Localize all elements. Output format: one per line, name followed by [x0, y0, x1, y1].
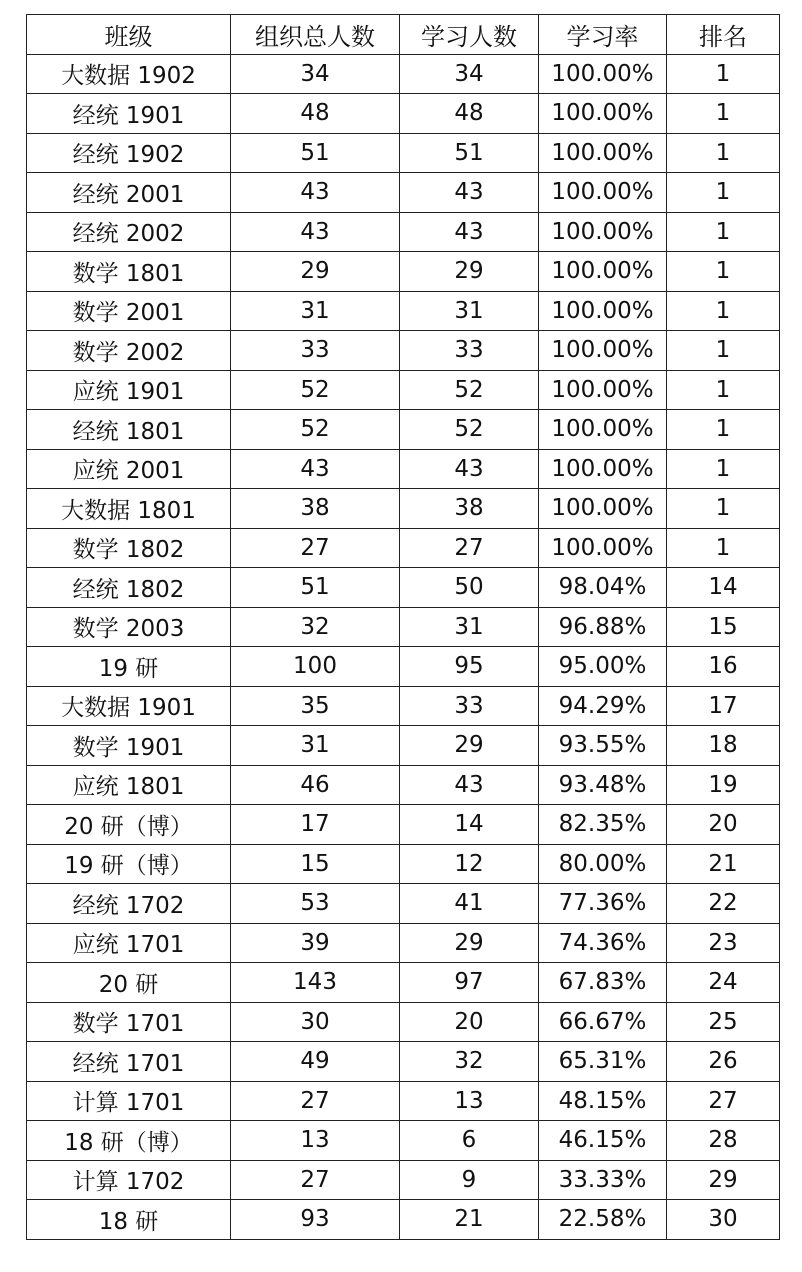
cell-total-members: 46	[231, 765, 400, 805]
cell-study-count: 13	[400, 1081, 539, 1121]
cell-study-count: 21	[400, 1200, 539, 1240]
table-row	[27, 173, 780, 213]
cell-study-count: 33	[400, 686, 539, 726]
cell-total-members: 143	[231, 963, 400, 1003]
cell-class: 计算 1702	[27, 1160, 231, 1200]
cell-study-count: 43	[400, 212, 539, 252]
cell-study-rate: 100.00%	[539, 528, 667, 568]
cell-study-count: 27	[400, 528, 539, 568]
cell-study-rate: 100.00%	[539, 291, 667, 331]
cell-rank: 29	[667, 1160, 780, 1200]
header-row	[27, 15, 780, 55]
cell-study-rate: 100.00%	[539, 489, 667, 529]
cell-class: 20 研（博）	[27, 805, 231, 845]
table-row	[27, 212, 780, 252]
cell-class: 应统 1901	[27, 370, 231, 410]
cell-study-count: 34	[400, 54, 539, 94]
table-row	[27, 686, 780, 726]
cell-class: 经统 1901	[27, 94, 231, 134]
table-row	[27, 1200, 780, 1240]
cell-study-rate: 95.00%	[539, 647, 667, 687]
cell-study-rate: 100.00%	[539, 410, 667, 450]
cell-rank: 1	[667, 528, 780, 568]
table-row	[27, 765, 780, 805]
table-row	[27, 1160, 780, 1200]
cell-rank: 18	[667, 726, 780, 766]
header-total-members: 组织总人数	[231, 15, 400, 55]
cell-rank: 26	[667, 1042, 780, 1082]
cell-class: 应统 1801	[27, 765, 231, 805]
table-row	[27, 884, 780, 924]
cell-rank: 1	[667, 54, 780, 94]
cell-rank: 1	[667, 370, 780, 410]
table-row	[27, 331, 780, 371]
cell-class: 应统 2001	[27, 449, 231, 489]
table-row	[27, 94, 780, 134]
cell-rank: 16	[667, 647, 780, 687]
cell-rank: 1	[667, 410, 780, 450]
cell-class: 大数据 1902	[27, 54, 231, 94]
table-row	[27, 133, 780, 173]
cell-study-count: 48	[400, 94, 539, 134]
cell-rank: 1	[667, 449, 780, 489]
cell-total-members: 38	[231, 489, 400, 529]
cell-study-rate: 100.00%	[539, 212, 667, 252]
cell-rank: 30	[667, 1200, 780, 1240]
cell-total-members: 13	[231, 1121, 400, 1161]
cell-total-members: 33	[231, 331, 400, 371]
cell-total-members: 27	[231, 1160, 400, 1200]
cell-rank: 17	[667, 686, 780, 726]
cell-study-rate: 100.00%	[539, 252, 667, 292]
cell-rank: 1	[667, 133, 780, 173]
cell-study-count: 31	[400, 607, 539, 647]
cell-total-members: 49	[231, 1042, 400, 1082]
cell-study-rate: 93.48%	[539, 765, 667, 805]
cell-study-count: 50	[400, 568, 539, 608]
cell-class: 计算 1701	[27, 1081, 231, 1121]
cell-class: 19 研	[27, 647, 231, 687]
cell-rank: 24	[667, 963, 780, 1003]
cell-study-count: 31	[400, 291, 539, 331]
cell-rank: 1	[667, 212, 780, 252]
table-body	[27, 54, 780, 1239]
cell-rank: 25	[667, 1002, 780, 1042]
cell-total-members: 34	[231, 54, 400, 94]
cell-class: 19 研（博）	[27, 844, 231, 884]
cell-rank: 1	[667, 331, 780, 371]
cell-study-rate: 100.00%	[539, 449, 667, 489]
cell-study-rate: 77.36%	[539, 884, 667, 924]
cell-class: 大数据 1901	[27, 686, 231, 726]
cell-class: 经统 1801	[27, 410, 231, 450]
table-row	[27, 923, 780, 963]
cell-rank: 19	[667, 765, 780, 805]
table-row	[27, 291, 780, 331]
cell-class: 经统 2001	[27, 173, 231, 213]
cell-class: 经统 1902	[27, 133, 231, 173]
cell-total-members: 52	[231, 370, 400, 410]
cell-total-members: 93	[231, 1200, 400, 1240]
table-row	[27, 963, 780, 1003]
cell-study-rate: 100.00%	[539, 370, 667, 410]
cell-study-rate: 74.36%	[539, 923, 667, 963]
table-row	[27, 726, 780, 766]
cell-rank: 1	[667, 94, 780, 134]
cell-total-members: 32	[231, 607, 400, 647]
cell-study-count: 52	[400, 370, 539, 410]
cell-total-members: 31	[231, 291, 400, 331]
table-row	[27, 844, 780, 884]
cell-rank: 20	[667, 805, 780, 845]
cell-class: 经统 2002	[27, 212, 231, 252]
cell-rank: 1	[667, 252, 780, 292]
cell-class: 经统 1701	[27, 1042, 231, 1082]
cell-study-rate: 96.88%	[539, 607, 667, 647]
cell-total-members: 30	[231, 1002, 400, 1042]
cell-study-rate: 100.00%	[539, 331, 667, 371]
table-header	[27, 15, 780, 55]
cell-study-rate: 33.33%	[539, 1160, 667, 1200]
cell-study-rate: 48.15%	[539, 1081, 667, 1121]
header-study-rate: 学习率	[539, 15, 667, 55]
cell-class: 数学 1901	[27, 726, 231, 766]
cell-class: 18 研	[27, 1200, 231, 1240]
cell-study-count: 20	[400, 1002, 539, 1042]
cell-study-count: 14	[400, 805, 539, 845]
cell-study-count: 32	[400, 1042, 539, 1082]
table-row	[27, 607, 780, 647]
cell-study-count: 43	[400, 765, 539, 805]
cell-class: 经统 1702	[27, 884, 231, 924]
cell-study-count: 51	[400, 133, 539, 173]
cell-study-rate: 80.00%	[539, 844, 667, 884]
cell-study-rate: 100.00%	[539, 54, 667, 94]
header-class: 班级	[27, 15, 231, 55]
table-row	[27, 489, 780, 529]
cell-study-count: 12	[400, 844, 539, 884]
cell-total-members: 17	[231, 805, 400, 845]
cell-class: 数学 1802	[27, 528, 231, 568]
cell-rank: 27	[667, 1081, 780, 1121]
table-row	[27, 54, 780, 94]
cell-class: 大数据 1801	[27, 489, 231, 529]
cell-study-count: 43	[400, 173, 539, 213]
table-row	[27, 1121, 780, 1161]
cell-study-rate: 100.00%	[539, 173, 667, 213]
cell-study-count: 43	[400, 449, 539, 489]
cell-total-members: 15	[231, 844, 400, 884]
cell-study-rate: 82.35%	[539, 805, 667, 845]
header-study-count: 学习人数	[400, 15, 539, 55]
table-row	[27, 252, 780, 292]
cell-rank: 15	[667, 607, 780, 647]
cell-study-rate: 98.04%	[539, 568, 667, 608]
cell-class: 数学 2003	[27, 607, 231, 647]
cell-rank: 14	[667, 568, 780, 608]
cell-study-count: 29	[400, 726, 539, 766]
cell-class: 18 研（博）	[27, 1121, 231, 1161]
cell-total-members: 31	[231, 726, 400, 766]
cell-study-count: 41	[400, 884, 539, 924]
table-row	[27, 1002, 780, 1042]
cell-study-rate: 22.58%	[539, 1200, 667, 1240]
header-rank: 排名	[667, 15, 780, 55]
cell-total-members: 29	[231, 252, 400, 292]
cell-study-rate: 46.15%	[539, 1121, 667, 1161]
cell-total-members: 51	[231, 133, 400, 173]
cell-study-count: 6	[400, 1121, 539, 1161]
cell-study-count: 33	[400, 331, 539, 371]
cell-study-count: 97	[400, 963, 539, 1003]
cell-study-rate: 67.83%	[539, 963, 667, 1003]
cell-total-members: 43	[231, 449, 400, 489]
cell-study-rate: 66.67%	[539, 1002, 667, 1042]
table-row	[27, 1081, 780, 1121]
cell-study-rate: 94.29%	[539, 686, 667, 726]
cell-rank: 1	[667, 489, 780, 529]
cell-rank: 22	[667, 884, 780, 924]
cell-total-members: 52	[231, 410, 400, 450]
cell-total-members: 27	[231, 528, 400, 568]
cell-class: 应统 1701	[27, 923, 231, 963]
cell-study-rate: 93.55%	[539, 726, 667, 766]
cell-total-members: 43	[231, 212, 400, 252]
cell-rank: 23	[667, 923, 780, 963]
cell-study-count: 38	[400, 489, 539, 529]
cell-total-members: 51	[231, 568, 400, 608]
cell-total-members: 53	[231, 884, 400, 924]
table-row	[27, 568, 780, 608]
cell-study-rate: 100.00%	[539, 94, 667, 134]
cell-rank: 1	[667, 291, 780, 331]
table-container	[26, 14, 779, 1240]
cell-total-members: 27	[231, 1081, 400, 1121]
cell-total-members: 48	[231, 94, 400, 134]
cell-study-count: 29	[400, 923, 539, 963]
cell-study-count: 95	[400, 647, 539, 687]
cell-total-members: 100	[231, 647, 400, 687]
table-row	[27, 449, 780, 489]
cell-study-count: 9	[400, 1160, 539, 1200]
cell-total-members: 39	[231, 923, 400, 963]
cell-study-rate: 100.00%	[539, 133, 667, 173]
cell-rank: 1	[667, 173, 780, 213]
table-row	[27, 528, 780, 568]
cell-class: 数学 2001	[27, 291, 231, 331]
cell-class: 数学 1701	[27, 1002, 231, 1042]
cell-class: 数学 1801	[27, 252, 231, 292]
cell-study-count: 52	[400, 410, 539, 450]
table-row	[27, 410, 780, 450]
cell-rank: 21	[667, 844, 780, 884]
class-study-rate-table	[26, 14, 780, 1240]
cell-class: 经统 1802	[27, 568, 231, 608]
table-row	[27, 370, 780, 410]
cell-total-members: 43	[231, 173, 400, 213]
cell-class: 数学 2002	[27, 331, 231, 371]
cell-study-count: 29	[400, 252, 539, 292]
cell-rank: 28	[667, 1121, 780, 1161]
table-row	[27, 1042, 780, 1082]
cell-total-members: 35	[231, 686, 400, 726]
table-row	[27, 805, 780, 845]
cell-study-rate: 65.31%	[539, 1042, 667, 1082]
cell-class: 20 研	[27, 963, 231, 1003]
table-row	[27, 647, 780, 687]
